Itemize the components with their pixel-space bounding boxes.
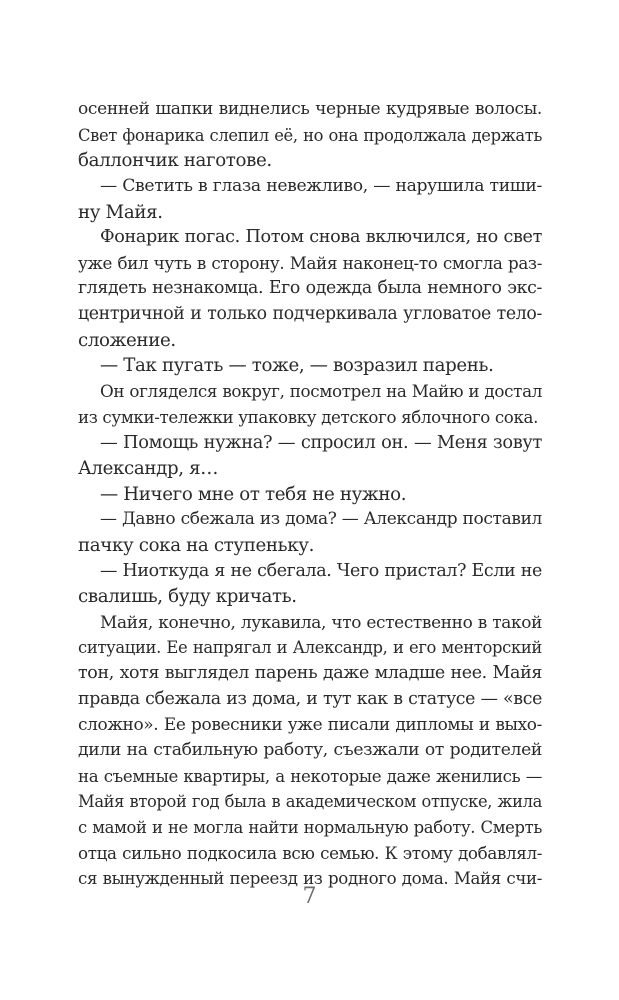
text-line: ся вынужденный переезд из родного дома. Майя счи- [78, 869, 542, 889]
text-line: из сумки-тележки упаковку детского яблочного сока. [78, 407, 539, 427]
text-line: Александр, я… [78, 457, 219, 479]
text-line: Фонарик погас. Потом снова включился, но свет [100, 227, 542, 248]
text-line: — Помощь нужна? — спросил он. — Меня зовут [100, 432, 542, 454]
text-line: центричной и только подчеркивала угловатое тело- [78, 304, 542, 325]
text-line: осенней шапки виднелись черные кудрявые волосы. [78, 99, 542, 119]
text-line: ситуации. Ее напрягал и Александр, и его менторский [78, 638, 542, 658]
text-line: — Светить в глаза невежливо, — нарушила тиши- [100, 175, 542, 196]
text-line: — Ничего мне от тебя не нужно. [100, 483, 407, 505]
text-line: — Ниоткуда я не сбегала. Чего пристал? Если не [100, 560, 542, 581]
page-number: 7 [302, 884, 317, 909]
text-line: Майя второй год была в академическом отпуске, жила [78, 792, 542, 812]
text-line: дили на стабильную работу, съезжали от родителей [78, 740, 542, 761]
text-line: Свет фонарика слепил её, но она продолжала держать [78, 125, 542, 145]
text-line: с мамой и не могла найти нормальную работу. Смерть [78, 817, 542, 837]
text-line: — Давно сбежала из дома? — Александр поставил [100, 509, 542, 530]
text-line: на съемные квартиры, а некоторые даже женились — [78, 766, 542, 786]
text-line: Он огляделся вокруг, посмотрел на Майю и достал [100, 381, 542, 402]
text-line: пачку сока на ступеньку. [78, 534, 315, 556]
text-line: тон, хотя выглядел парень даже младше нее. Майя [78, 663, 542, 684]
text-line: правда сбежала из дома, и тут как в статусе — «все [78, 688, 542, 709]
text-line: отца сильно подкосила всю семью. К этому добавлял- [78, 842, 542, 863]
text-line: баллончик наготове. [78, 150, 272, 172]
text-line: ну Майя. [78, 201, 163, 223]
text-line: свалишь, буду кричать. [78, 586, 297, 608]
body-text [78, 97, 542, 892]
text-line: глядеть незнакомца. Его одежда была немного экс- [78, 278, 542, 299]
text-line: Майя, конечно, лукавила, что естественно в такой [100, 611, 542, 632]
text-line: уже бил чуть в сторону. Майя наконец-то смогла раз- [78, 252, 542, 273]
text-line: — Так пугать — тоже, — возразил парень. [100, 355, 494, 377]
text-line: сложно». Ее ровесники уже писали дипломы и выхо- [78, 714, 542, 735]
text-line: сложение. [78, 329, 176, 351]
